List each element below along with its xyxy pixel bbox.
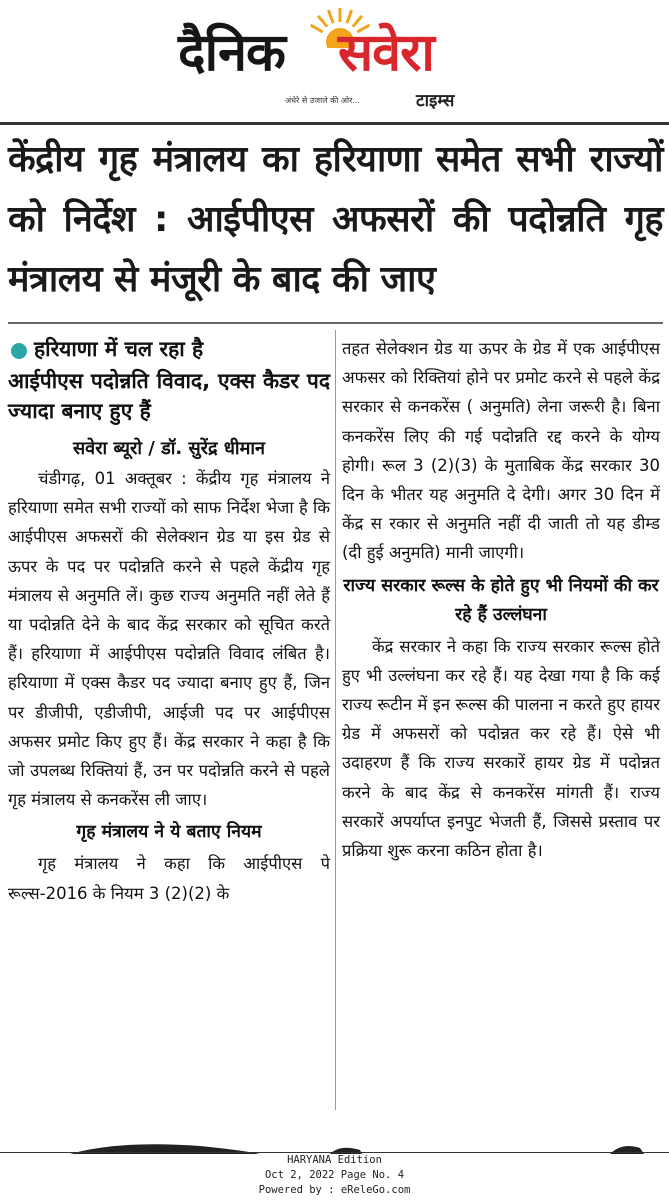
body-left-paragraph-2: गृह मंत्रालय ने कहा कि आईपीएस पे रूल्स-2016 के नियम 3 (2)(2) के bbox=[8, 854, 330, 903]
masthead-rule bbox=[0, 122, 669, 125]
footer-edition: HARYANA Edition bbox=[287, 1154, 382, 1166]
subhead-violation: राज्य सरकार रूल्स के होते हुए भी नियमों की कर रहे हैं उल्लंघना bbox=[343, 575, 659, 625]
kicker-line-2: आईपीएस पदोन्नति विवाद, एक्स कैडर पद ज्यादा बनाए हुए हैं bbox=[8, 369, 330, 423]
footer-powered-by: Powered by : eReleGo.com bbox=[258, 1184, 411, 1196]
logo-savera: सवेरा bbox=[338, 23, 434, 83]
article-headline: केंद्रीय गृह मंत्रालय का हरियाणा समेत सभी राज्यों को निर्देश : आईपीएस अफसरों की पदोन्नति गृह मंत्रालय से मंजूरी के बाद की जाए bbox=[8, 139, 663, 300]
headline-rule bbox=[8, 322, 663, 324]
footer-date-page: Oct 2, 2022 Page No. 4 bbox=[264, 1169, 405, 1181]
tagline: अंधेरे से उजाले की ओर... bbox=[285, 96, 361, 105]
logo-dainik: दैनिक bbox=[178, 23, 285, 83]
body-left-paragraph-1: चंडीगढ़, 01 अक्तूबर : केंद्रीय गृह मंत्रालय ने हरियाणा समेत सभी राज्यों को साफ निर्देश भेजा है कि आईपीएस अफसरों की सेलेक्शन ग्रेड या इस ग्रेड से ऊपर के पद पर पदोन्नति करने से पहले केंद्रीय गृह मंत्रालय से अनुमति लें। कुछ राज्य अनुमति नहीं लेते हैं या पदोन्नति देने के बाद केंद्र सरकार को सूचित करते हैं। हरियाणा में आईपीएस पदोन्नति विवाद लंबित है। हरियाणा में एक्स कैडर पद ज्यादा बनाए हुए हैं, जिन पर डीजीपी, एडीजीपी, आईजी पद पर आईपीएस अफसर प्रमोट किए हुए हैं। केंद्र सरकार ने कहा है कि जो उपलब्ध रिक्तियां हैं, उन पर पदोन्नति करने से पहले गृह मंत्रालय से कनकरेंस ली जाए। bbox=[8, 469, 330, 810]
byline: सवेरा ब्यूरो / डॉ. सुरेंद्र धीमान bbox=[73, 438, 265, 459]
body-right-paragraph-1: तहत सेलेक्शन ग्रेड या ऊपर के ग्रेड में एक आईपीएस अफसर को रिक्तियां होने पर प्रमोट करने से पहले केंद्र सरकार से कनकरेंस ( अनुमति) लेना जरूरी है। बिना कनकरेंस लिए की गई पदोन्नति रद्द करने के योग्य होगी। रूल 3 (2)(3) के मुताबिक केंद्र सरकार 30 दिन के भीतर यह अनुमति दे देगी। अगर 30 दिन में केंद्र स रकार से अनुमति नहीं दी जाती तो यह डीम्ड (दी हुई अनुमति) मानी जाएगी। bbox=[342, 339, 660, 563]
kicker-line-1: हरियाणा में चल रहा है bbox=[34, 337, 204, 361]
kicker-block bbox=[8, 334, 330, 364]
column-right bbox=[342, 334, 660, 865]
logo-times: टाइम्स bbox=[416, 91, 455, 111]
page-footer bbox=[0, 1153, 669, 1200]
column-left bbox=[8, 334, 330, 908]
subhead-rules: गृह मंत्रालय ने ये बताए नियम bbox=[76, 822, 262, 843]
body-right-paragraph-2: केंद्र सरकार ने कहा कि राज्य सरकार रूल्स होते हुए भी उल्लंघना कर रहे हैं। यह देखा गया है कि कई राज्य रूटीन में इन रूल्स की पालना न करते हुए हायर ग्रेड में अफसरों को पदोन्नत कर रहे हैं। ऐसे भी उदाहरण हैं कि राज्य सरकारें हायर ग्रेड में पदोन्नत करने के बाद केंद्र से कनकरेंस मांगती हैं। राज्य सरकारें अपर्याप्त इनपुट भेजती हैं, जिससे प्रस्ताव पर प्रक्रिया शुरू करना कठिन होता है। bbox=[342, 636, 660, 861]
column-divider bbox=[335, 330, 336, 1110]
bullet-dot-icon bbox=[11, 343, 27, 359]
masthead bbox=[0, 0, 669, 122]
